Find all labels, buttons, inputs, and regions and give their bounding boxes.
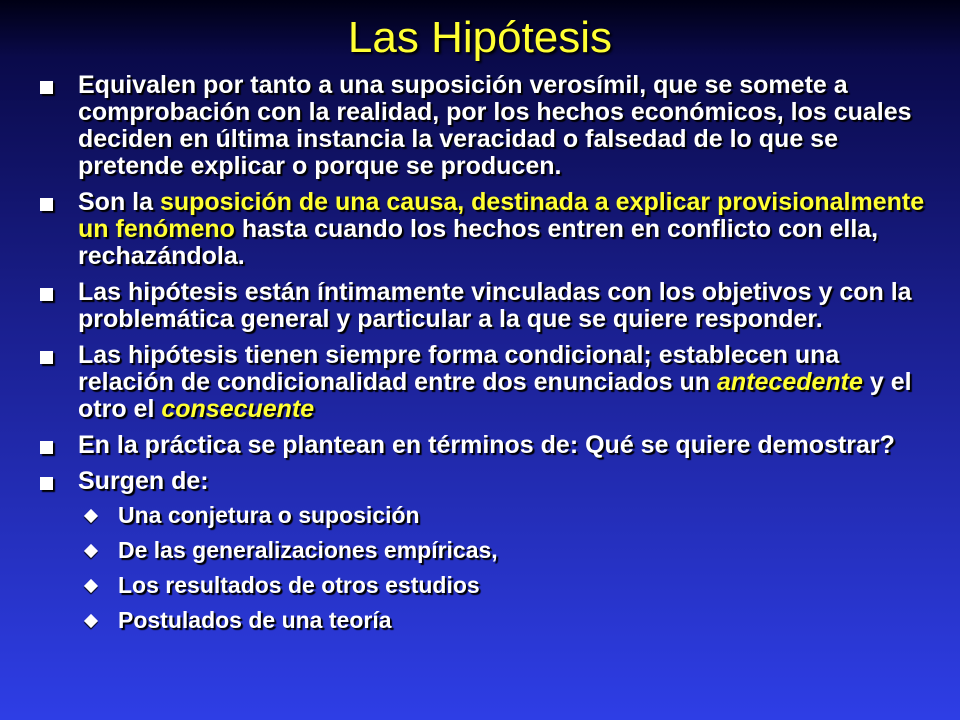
sub-bullet-item	[78, 501, 936, 529]
square-bullet-icon	[40, 351, 53, 364]
sub-bullet-text: Una conjetura o suposición	[118, 502, 420, 528]
bullet-item	[36, 72, 936, 180]
bullet-item	[36, 468, 936, 634]
slide-body	[36, 72, 936, 643]
diamond-bullet-icon	[84, 579, 98, 593]
bullet-text: Equivalen por tanto a una suposición verosímil, que se somete a comprobación con la realidad, por los hechos económicos, los cuales deciden en última instancia la veracidad o falsedad de lo que se pretende explicar o porque se producen.	[78, 71, 912, 180]
bullet-text: hasta cuando los hechos entren en conflicto con ella, rechazándola.	[78, 215, 879, 270]
bullet-text: En la práctica se plantean en términos de: Qué se quiere demostrar?	[78, 431, 895, 459]
diamond-bullet-icon	[84, 614, 98, 628]
sub-bullet-text: Postulados de una teoría	[118, 607, 392, 633]
bullet-text: Las hipótesis tienen siempre forma condicional; establecen una relación de condicionalidad entre dos enunciados un	[78, 341, 840, 396]
square-bullet-icon	[40, 198, 53, 211]
sub-bullet-list	[78, 501, 936, 634]
diamond-bullet-icon	[84, 544, 98, 558]
bullet-text: y el otro el	[78, 368, 912, 423]
square-bullet-icon	[40, 441, 53, 454]
diamond-bullet-icon	[84, 509, 98, 523]
slide-title: Las Hipótesis	[347, 13, 613, 62]
highlighted-term-antecedente: antecedente	[717, 368, 863, 396]
bullet-item	[36, 342, 936, 423]
highlighted-term-consecuente: consecuente	[161, 395, 315, 423]
bullet-item	[36, 189, 936, 270]
sub-bullet-text: De las generalizaciones empíricas,	[118, 537, 498, 563]
square-bullet-icon	[40, 477, 53, 490]
bullet-text: Son la	[78, 188, 160, 216]
square-bullet-icon	[40, 288, 53, 301]
bullet-item	[36, 432, 936, 459]
sub-bullet-text: Los resultados de otros estudios	[118, 572, 480, 598]
highlighted-phrase: suposición de una causa, destinada a explicar provisionalmente un fenómeno	[78, 188, 925, 243]
bullet-text: Surgen de:	[78, 467, 209, 495]
bullet-item	[36, 279, 936, 333]
sub-bullet-item	[78, 571, 936, 599]
bullet-text: Las hipótesis están íntimamente vinculadas con los objetivos y con la problemática general y particular a la que se quiere responder.	[78, 278, 912, 333]
sub-bullet-item	[78, 536, 936, 564]
sub-bullet-item	[78, 606, 936, 634]
square-bullet-icon	[40, 81, 53, 94]
